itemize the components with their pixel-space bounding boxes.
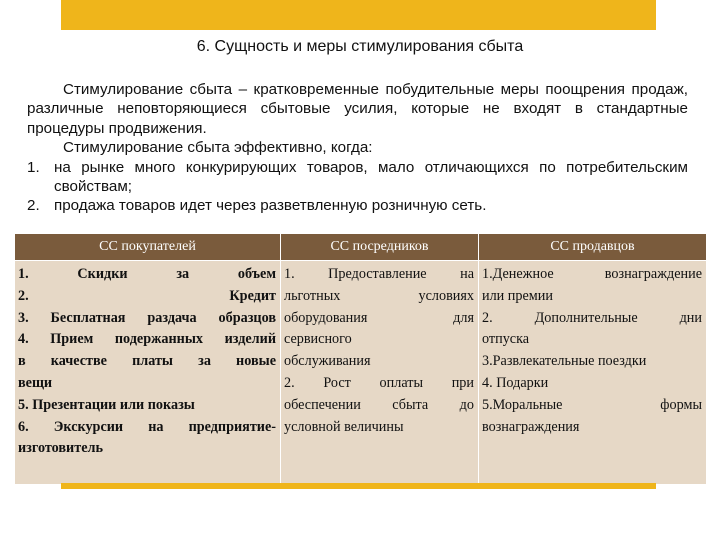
sellers-line: 5.Моральные формы [482,396,702,413]
top-accent-band [61,0,656,30]
buyers-line: в качестве платы за новые [18,353,276,370]
buyers-line: 3. Бесплатная раздача образцов [18,309,276,326]
condition-text: продажа товаров идет через разветвленную розничную сеть. [54,197,487,215]
page-title: 6. Сущность и меры стимулирования сбыта [196,38,524,55]
condition-item [27,158,688,197]
intermediaries-line: обслуживания [284,353,371,370]
buyers-line: 6. Экскурсии на предприятие- [18,418,276,435]
intermediaries-line: 1. Предоставление на [284,266,474,282]
sellers-line: вознаграждения [482,418,580,435]
intermediaries-line: оборудования для [284,309,474,326]
buyers-line: 2. Кредит [18,287,276,304]
buyers-line: вещи [18,374,53,391]
table-row [15,261,707,485]
intermediaries-line: условной величины [284,418,404,435]
buyers-line: 5. Презентации или показы [18,396,195,413]
intermediaries-line: сервисного [284,331,352,348]
condition-item [27,196,688,215]
bottom-accent-band [61,483,656,489]
header-intermediaries: СС посредников [281,234,479,261]
header-sellers: СС продавцов [479,234,707,261]
sellers-cell [479,261,707,485]
sellers-line: 1.Денежное вознаграждение [482,266,702,282]
buyers-line: изготовитель [18,440,103,457]
intermediaries-cell [281,261,479,485]
buyers-line: 4. Прием подержанных изделий [18,331,276,348]
table-header-row [15,234,707,261]
definition-paragraph: Стимулирование сбыта – кратковременные побудительные меры поощрения продаж, различные неповторяющиеся сбытовые усилия, которые не входят в стандартные процедуры продвижения. [27,81,688,137]
header-buyers: СС покупателей [15,234,281,261]
condition-number: 2. [27,197,40,215]
intermediaries-line: льготных условиях [284,287,474,304]
condition-text: на рынке много конкурирующих товаров, мало отличающихся по потребительским свойствам; [54,158,688,196]
condition-number: 1. [27,158,40,176]
sellers-line: 3.Развлекательные поездки [482,353,647,370]
buyers-line: 1. Скидки за объем [18,266,276,282]
sellers-line: 4. Подарки [482,374,549,391]
body-text [27,80,688,216]
sellers-line: отпуска [482,331,530,348]
sales-promotion-table [14,233,707,485]
buyers-cell [15,261,281,485]
intermediaries-line: обеспечении сбыта до [284,396,474,413]
sellers-line: или премии [482,287,553,304]
sellers-line: 2. Дополнительные дни [482,309,702,326]
intermediaries-line: 2. Рост оплаты при [284,374,474,391]
effective-intro: Стимулирование сбыта эффективно, когда: [63,139,373,157]
